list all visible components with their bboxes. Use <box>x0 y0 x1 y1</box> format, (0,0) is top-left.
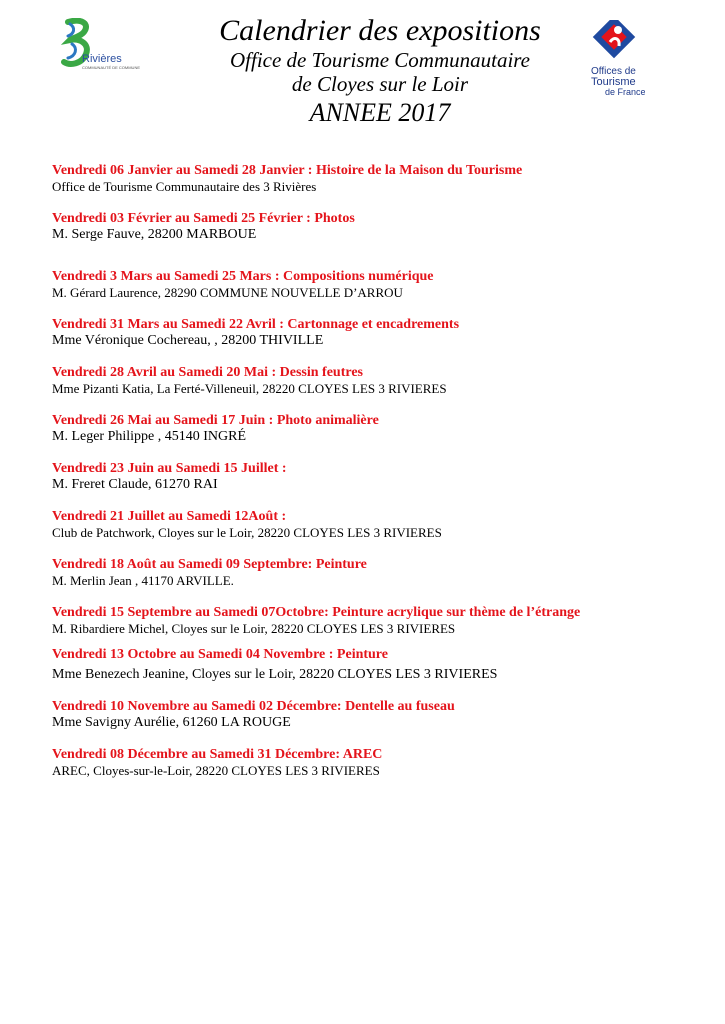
exhibition-list <box>52 163 692 787</box>
page-subtitle-line2: de Cloyes sur le Loir <box>291 72 469 96</box>
event-artist: Mme Benezech Jeanine, Cloyes sur le Loir, 28220 CLOYES LES 3 RIVIERES <box>52 667 498 682</box>
event-artist: Mme Pizanti Katia, La Ferté-Villeneuil, 28220 CLOYES LES 3 RIVIERES <box>52 381 447 396</box>
page-header <box>170 14 590 128</box>
event-title: Vendredi 15 Septembre au Samedi 07Octobre: Peinture acrylique sur thème de l’étrange <box>52 605 581 620</box>
list-item <box>52 509 692 557</box>
event-artist: Club de Patchwork, Cloyes sur le Loir, 28220 CLOYES LES 3 RIVIERES <box>52 525 442 540</box>
logo-right-line2: Tourisme <box>591 76 636 88</box>
list-item <box>52 269 692 317</box>
logo-left-text: Rivières <box>82 53 122 65</box>
event-title: Vendredi 13 Octobre au Samedi 04 Novembre : Peinture <box>52 647 388 662</box>
list-item <box>52 211 692 269</box>
page-title: Calendrier des expositions <box>219 14 541 47</box>
list-item <box>52 605 692 647</box>
offices-de-tourisme-logo <box>585 20 645 100</box>
event-title: Vendredi 3 Mars au Samedi 25 Mars : Compositions numérique <box>52 269 434 284</box>
event-title: Vendredi 23 Juin au Samedi 15 Juillet : <box>52 461 287 476</box>
list-item <box>52 163 692 211</box>
logo-left-subtext: COMMUNAUTÉ DE COMMUNES <box>82 65 140 70</box>
event-title: Vendredi 06 Janvier au Samedi 28 Janvier : Histoire de la Maison du Tourisme <box>52 163 523 178</box>
page-year: ANNEE 2017 <box>309 98 451 127</box>
page-subtitle-line1: Office de Tourisme Communautaire <box>229 48 531 72</box>
list-item <box>52 413 692 461</box>
list-item <box>52 317 692 365</box>
event-artist: M. Merlin Jean , 41170 ARVILLE. <box>52 573 234 588</box>
list-item <box>52 647 692 699</box>
event-artist: M. Gérard Laurence, 28290 COMMUNE NOUVELLE D’ARROU <box>52 285 403 300</box>
list-item <box>52 365 692 413</box>
trois-rivieres-logo <box>60 18 140 80</box>
list-item <box>52 557 692 605</box>
event-artist: AREC, Cloyes-sur-le-Loir, 28220 CLOYES LES 3 RIVIERES <box>52 763 380 778</box>
event-title: Vendredi 10 Novembre au Samedi 02 Décembre: Dentelle au fuseau <box>52 699 455 714</box>
event-title: Vendredi 31 Mars au Samedi 22 Avril : Cartonnage et encadrements <box>52 317 460 332</box>
offices-de-tourisme-logo-icon <box>585 20 645 100</box>
event-artist: M. Leger Philippe , 45140 INGRÉ <box>52 429 247 444</box>
event-artist: Office de Tourisme Communautaire des 3 Rivières <box>52 179 317 194</box>
event-title: Vendredi 03 Février au Samedi 25 Février : Photos <box>52 211 355 226</box>
event-title: Vendredi 28 Avril au Samedi 20 Mai : Dessin feutres <box>52 365 363 380</box>
event-artist: M. Freret Claude, 61270 RAI <box>52 477 218 492</box>
trois-rivieres-logo-icon <box>60 18 140 80</box>
event-artist: M. Ribardiere Michel, Cloyes sur le Loir, 28220 CLOYES LES 3 RIVIERES <box>52 621 456 636</box>
event-artist: Mme Savigny Aurélie, 61260 LA ROUGE <box>52 715 291 730</box>
logo-right-line3: de France <box>605 87 645 97</box>
event-title: Vendredi 08 Décembre au Samedi 31 Décembre: AREC <box>52 747 383 762</box>
event-artist: M. Serge Fauve, 28200 MARBOUE <box>52 227 257 242</box>
logo-right-line1: Offices de <box>591 66 636 77</box>
event-artist: Mme Véronique Cochereau, , 28200 THIVILLE <box>52 333 324 348</box>
list-item <box>52 747 692 787</box>
event-title: Vendredi 18 Août au Samedi 09 Septembre: Peinture <box>52 557 367 572</box>
event-title: Vendredi 21 Juillet au Samedi 12Août : <box>52 509 287 524</box>
event-title: Vendredi 26 Mai au Samedi 17 Juin : Photo animalière <box>52 413 379 428</box>
list-item <box>52 699 692 747</box>
list-item <box>52 461 692 509</box>
